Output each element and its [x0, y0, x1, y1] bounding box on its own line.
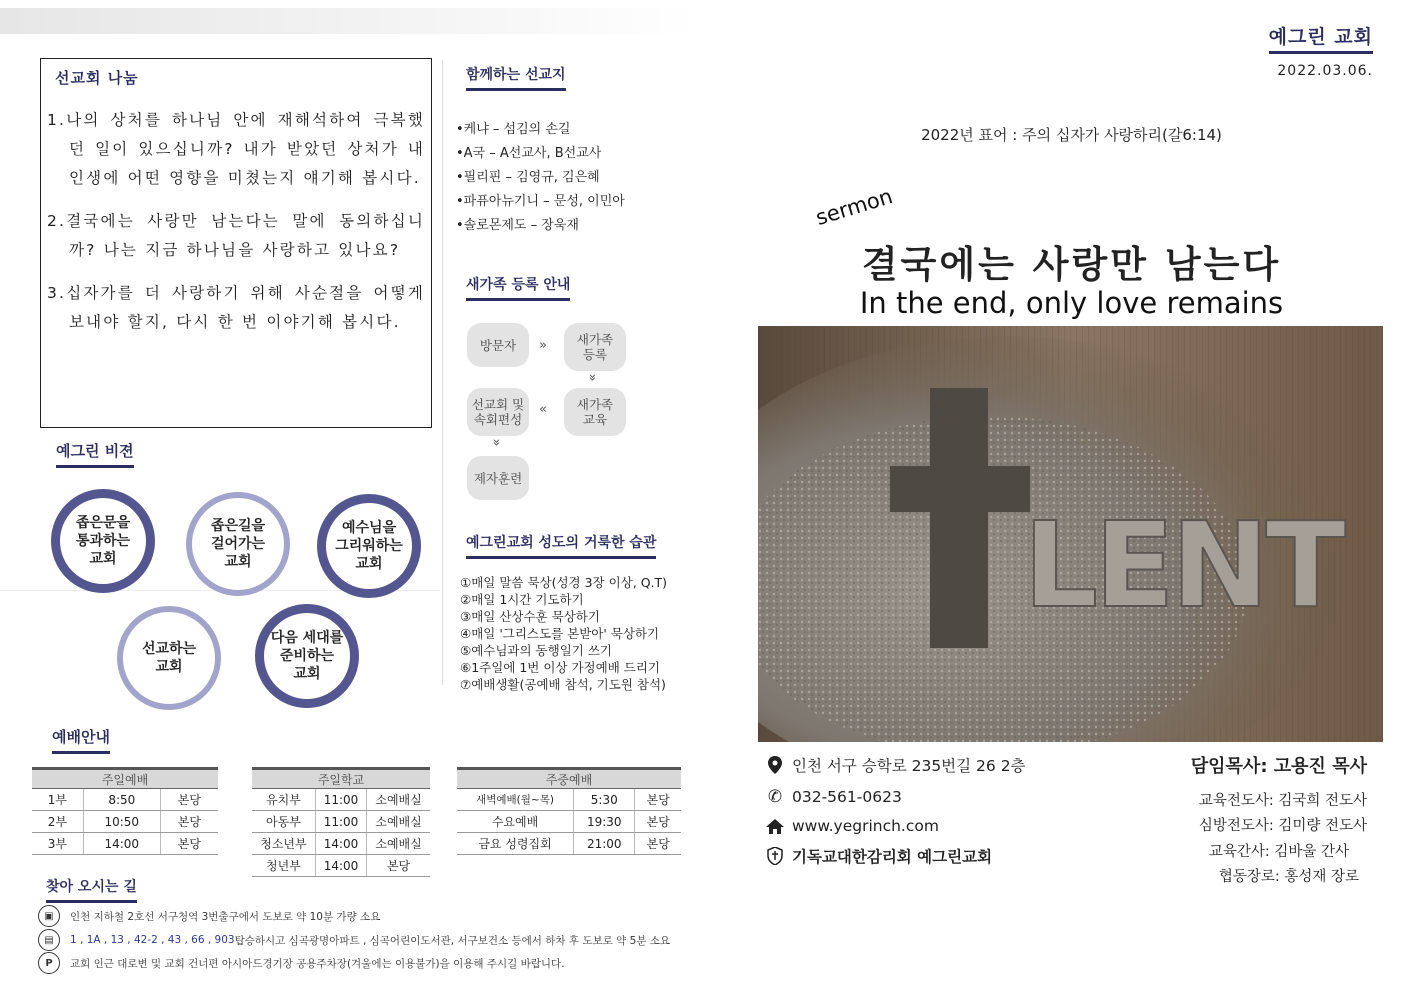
arrow-down-icon: »: [584, 373, 600, 382]
senior-pastor: 담임목사: 고용진 목사: [1190, 756, 1367, 777]
shield-cross-icon: [764, 847, 786, 865]
direction-bus: ▤ 1 , 1A , 13 , 42-2 , 43 , 66 , 903 탑승하시고 심곡광명아파트 , 심곡어린이도서관, 서구보건소 등에서 하차 후 도보로 약 5분 소요: [38, 929, 670, 951]
habit-item: ⑤예수님과의 동행일기 쓰기: [460, 643, 612, 658]
question-3: 3.십자가를 더 사랑하기 위해 사순절을 어떻게 보내야 할지, 다시 한 번 이야기해 봅시다.: [47, 284, 425, 331]
table-header: 주일학교: [252, 769, 430, 789]
vision-circle: 좁은문을 통과하는 교회: [51, 489, 155, 593]
step-cell-group: 선교회 및 속회편성: [467, 388, 529, 436]
staff-line: 심방전도사: 김미량 전도사: [1198, 818, 1367, 834]
direction-subway: ▣ 인천 지하철 2호선 서구청역 3번출구에서 도보로 약 10분 가량 소요: [38, 905, 380, 927]
mission-sharing-title: 선교회 나눔: [55, 69, 139, 87]
table-row: 금요 성령집회 21:00 본당: [457, 833, 681, 855]
sunday-school-table: [252, 767, 430, 877]
denomination-row: 기독교대한감리회 예그린교회: [764, 845, 992, 867]
year-motto: 2022년 표어 : 주의 십자가 사랑하리(갈6:14): [921, 126, 1222, 144]
home-icon: [764, 819, 786, 834]
sunday-worship-table: [32, 767, 218, 855]
column-divider: [442, 60, 443, 685]
mission-item: •필리핀 – 김영규, 김은혜: [456, 170, 600, 185]
sermon-title: 결국에는 사랑만 남는다: [861, 243, 1282, 286]
staff-line: 협동장로: 홍성재 장로: [1218, 869, 1359, 885]
vision-circle: 다음 세대를 준비하는 교회: [255, 604, 359, 708]
vision-circle: 예수님을 그리워하는 교회: [317, 494, 421, 598]
weekday-worship-table: [457, 767, 681, 855]
habit-item: ②매일 1시간 기도하기: [460, 592, 584, 607]
table-row: 수요예배 19:30 본당: [457, 811, 681, 833]
bus-icon: ▤: [38, 929, 60, 951]
step-visitor: 방문자: [467, 323, 529, 367]
staff-line: 교육전도사: 김국희 전도사: [1198, 793, 1367, 809]
mission-item: •파퓨아뉴기니 – 문성, 이민아: [456, 194, 625, 209]
mission-item: •솔로몬제도 – 장욱재: [456, 218, 579, 233]
habit-item: ⑥1주일에 1번 이상 가정예배 드리기: [460, 660, 660, 675]
arrow-left-icon: «: [539, 402, 547, 417]
website-row[interactable]: www.yegrinch.com: [764, 817, 939, 835]
step-registration: 새가족 등록: [564, 323, 626, 371]
phone-icon: ✆: [767, 787, 783, 807]
church-name: 예그린 교회: [1269, 22, 1373, 54]
step-education: 새가족 교육: [564, 388, 626, 436]
top-shade: [0, 8, 700, 34]
directions-heading: 찾아 오시는 길: [46, 876, 137, 903]
table-row: 새벽예배(월~목) 5:30 본당: [457, 789, 681, 811]
lent-word: LENT: [1023, 496, 1343, 634]
mission-item: •A국 – A선교사, B선교사: [456, 146, 602, 161]
address-row: 인천 서구 승학로 235번길 26 2층: [764, 754, 1026, 776]
arrow-down-icon: »: [488, 438, 504, 447]
question-2: 2.결국에는 사랑만 남는다는 말에 동의하십니까? 나는 지금 하나님을 사랑하고 있나요?: [47, 212, 425, 259]
table-header: 주일예배: [32, 769, 218, 789]
table-row: 아동부 11:00 소예배실: [252, 811, 430, 833]
phone-row: ✆ 032-561-0623: [764, 787, 902, 807]
bulletin-date: 2022.03.06.: [1277, 63, 1373, 79]
habit-item: ①매일 말씀 묵상(성경 3장 이상, Q.T): [460, 575, 668, 590]
sermon-subtitle: In the end, only love remains: [859, 286, 1284, 320]
habit-item: ⑦예배생활(공예배 참석, 기도원 참석): [460, 677, 666, 692]
table-row: 청소년부 14:00 소예배실: [252, 833, 430, 855]
step-discipleship: 제자훈련: [467, 456, 529, 500]
table-header: 주중예배: [457, 769, 681, 789]
vision-heading: 예그린 비젼: [56, 440, 134, 468]
vision-circle: 선교하는 교회: [117, 606, 221, 710]
mission-sharing-box: [40, 58, 432, 428]
table-row: 유치부 11:00 소예배실: [252, 789, 430, 811]
habit-item: ④매일 '그리스도를 본받아' 묵상하기: [460, 626, 660, 641]
table-row: 청년부 14:00 본당: [252, 855, 430, 877]
habits-heading: 예그린교회 성도의 거룩한 습관: [466, 532, 656, 559]
habits-list: [460, 574, 667, 693]
arrow-right-icon: »: [539, 338, 547, 353]
staff-line: 교육간사: 김바울 간사: [1208, 844, 1349, 860]
direction-parking: P 교회 인근 대로변 및 교회 건너편 아시아드경기장 공용주차장(겨울에는 이용불가)을 이용해 주시길 바랍니다.: [38, 952, 565, 974]
map-pin-icon: [764, 756, 786, 774]
mission-list: [456, 118, 625, 238]
subway-icon: ▣: [38, 905, 60, 927]
habit-item: ③매일 산상수훈 묵상하기: [460, 609, 600, 624]
parking-icon: P: [38, 952, 60, 974]
sermon-label: sermon: [812, 184, 896, 230]
new-family-heading: 새가족 등록 안내: [466, 274, 570, 301]
table-row: 2부 10:50 본당: [32, 811, 218, 833]
vision-circle: 좁은길을 걸어가는 교회: [186, 492, 290, 596]
mission-item: •케냐 – 섬김의 손길: [456, 122, 571, 137]
lent-cross-image: [758, 326, 1383, 742]
missions-heading: 함께하는 선교지: [466, 64, 566, 91]
table-row: 3부 14:00 본당: [32, 833, 218, 855]
question-1: 1.나의 상처를 하나님 안에 재해석하여 극복했던 일이 있으십니까? 내가 받았던 상처가 내 인생에 어떤 영향을 미쳤는지 얘기해 봅시다.: [47, 111, 425, 187]
table-row: 1부 8:50 본당: [32, 789, 218, 811]
worship-heading: 예배안내: [52, 726, 110, 754]
